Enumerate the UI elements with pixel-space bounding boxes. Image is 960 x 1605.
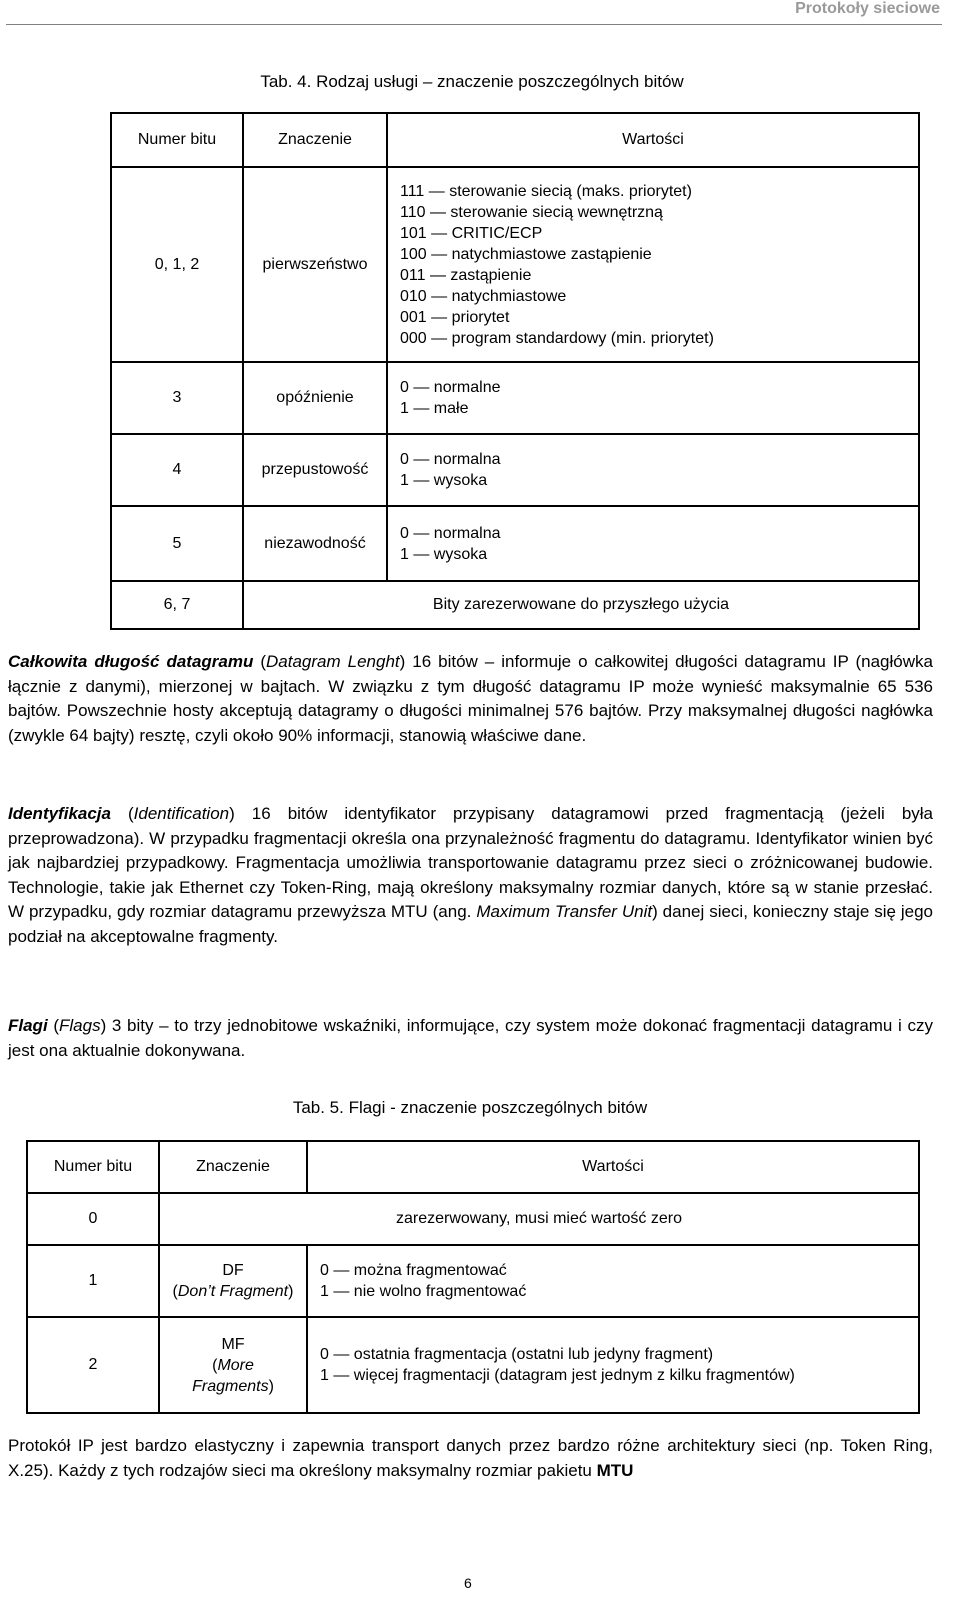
value-line: 1 — wysoka: [400, 472, 488, 489]
table4-cell-values: [387, 362, 919, 434]
table4-cell-bit: 4: [111, 434, 243, 506]
term-mtu: MTU: [596, 1460, 634, 1480]
table4-header-meaning: Znaczenie: [243, 113, 387, 167]
value-line: 0 — można fragmentować: [320, 1262, 507, 1279]
value-line: 1 — wysoka: [400, 545, 488, 563]
table4-caption: Tab. 4. Rodzaj usługi – znaczenie poszczególnych bitów: [260, 72, 684, 91]
value-line: 010 — natychmiastowe: [400, 287, 567, 305]
value-line: 1 — więcej fragmentacji (datagram jest jednym z kilku fragmentów): [320, 1367, 795, 1384]
value-line: 011 — zastąpienie: [400, 266, 532, 284]
term-flags-en: Flags: [59, 1016, 101, 1035]
table5-cell-reserved: zarezerwowany, musi mieć wartość zero: [159, 1193, 919, 1245]
table5-cell-values: [307, 1245, 919, 1317]
table4-cell-bit: 0, 1, 2: [111, 167, 243, 362]
table5-header-meaning: Znaczenie: [159, 1141, 307, 1193]
table4-header-row: [111, 113, 919, 167]
table5-cell-meaning: [159, 1245, 307, 1317]
paragraph-text: Protokół IP jest bardzo elastyczny i zapewnia transport danych przez bardzo różne architektury sieci (np. Token Ring, X.25). Każdy z tych rodzajów sieci ma określony maksymalny rozmiar pakietu: [8, 1436, 933, 1480]
value-line: 0 — normalna: [400, 451, 501, 468]
value-line: 0 — normalne: [400, 379, 501, 396]
table4-cell-meaning: pierwszeństwo: [243, 167, 387, 362]
value-line: 1 — nie wolno fragmentować: [320, 1283, 527, 1300]
table4-cell-meaning: przepustowość: [243, 434, 387, 506]
header-rule: [6, 24, 942, 25]
table5-cell-bit: 0: [27, 1193, 159, 1245]
paragraph-text: 3 bity – to trzy jednobitowe wskaźniki, informujące, czy system może dokonać fragmentacji datagramu i czy jest ona aktualnie dokonywana.: [8, 1016, 934, 1060]
term-mtu-en: Maximum Transfer Unit: [476, 902, 653, 922]
table5-cell-bit: 2: [27, 1317, 159, 1413]
paragraph-text: 16 bitów identyfikator przypisany datagramowi przed fragmentacją (jeżeli była przeprowadzona). W przypadku fragmentacji określa ona przynależność fragmentu do datagramu. Identyfikator winien być jak najbardziej przypadkowy. Fragmentacja umożliwia transportowanie datagramu przez sieci o zróżnicowanej budowie. Technologie, takie jak Ethernet czy Token-Ring, mają określony maksymalny rozmiar danych, które są w stanie przesłać. W przypadku, gdy rozmiar datagramu przewyższa MTU (ang.: [8, 804, 934, 922]
flag-name-en-text: More: [217, 1356, 254, 1374]
table-row: [27, 1317, 919, 1413]
paragraph-identification: Identyfikacja (Identification) 16 bitów identyfikator przypisany datagramowi przed fragmentacją (jeżeli była przeprowadzona). W przypadku fragmentacji określa ona przynależność fragmentu do datagramu. Identyfikator winien być jak najbardziej przypadkowy. Fragmentacja umożliwia transportowanie datagramu przez sieci o zróżnicowanej budowie. Technologie, takie jak Ethernet czy Token-Ring, mają określony maksymalny rozmiar danych, które są w stanie przesłać. W przypadku, gdy rozmiar datagramu przewyższa MTU (ang. Maximum Transfer Unit) danej sieci, konieczny staje się jego podział na akceptowalne fragmenty.: [8, 804, 934, 946]
table4-cell-bit: 5: [111, 506, 243, 581]
table5-header-bit: Numer bitu: [27, 1141, 159, 1193]
table-row: [111, 167, 919, 362]
table5-header-row: [27, 1141, 919, 1193]
table-row: [27, 1193, 919, 1245]
flag-name-en-text: Fragments: [192, 1377, 269, 1395]
value-line: 1 — małe: [400, 400, 469, 417]
table5: [26, 1140, 920, 1414]
table4-cell-meaning: opóźnienie: [243, 362, 387, 434]
table5-cell-bit: 1: [27, 1245, 159, 1317]
term-identification: Identyfikacja: [8, 804, 111, 823]
term-total-length-en: Datagram Lenght: [266, 652, 400, 671]
value-line: 110 — sterowanie siecią wewnętrzną: [400, 203, 663, 221]
flag-name-en: (More: [212, 1356, 254, 1374]
table5-header-values: Wartości: [307, 1141, 919, 1193]
table5-cell-values: [307, 1317, 919, 1413]
table-row: [111, 506, 919, 581]
flag-abbr: DF: [222, 1262, 244, 1279]
paragraph-text: ) danej sieci, konieczny staje się jego podział na akceptowalne fragmenty.: [8, 902, 933, 946]
value-line: 111 — sterowanie siecią (maks. priorytet): [400, 182, 692, 200]
paragraph-total-length: Całkowita długość datagramu (Datagram Lenght) 16 bitów – informuje o całkowitej długości datagramu IP (nagłówka łącznie z danymi), mierzonej w bajtach. W związku z tym długość datagramu IP może wynieść maksymalnie 65 536 bajtów. Powszechnie hosty akceptują datagramy o długości minimalnej 576 bajtów. Przy maksymalnej długości nagłówka (zwykle 64 bajty) resztę, czyli około 90% informacji, stanowią właściwe dane.: [8, 652, 933, 745]
table-row: [27, 1245, 919, 1317]
table4-header-bit: Numer bitu: [111, 113, 243, 167]
table5-cell-meaning: [159, 1317, 307, 1413]
table5-caption: Tab. 5. Flagi - znaczenie poszczególnych bitów: [292, 1098, 648, 1117]
term-identification-en: Identification: [133, 804, 230, 823]
running-header: Protokoły sieciowe: [795, 0, 940, 17]
flag-name-en: Fragments): [192, 1377, 274, 1395]
value-line: 0 — ostatnia fragmentacja (ostatni lub jedyny fragment): [320, 1346, 714, 1363]
table4: [110, 112, 920, 630]
table4-cell-meaning: niezawodność: [243, 506, 387, 581]
flag-abbr: MF: [221, 1335, 245, 1353]
term-flags: Flagi: [8, 1016, 48, 1035]
paragraph-ip-flexibility: [8, 1434, 933, 1483]
table4-header-values: Wartości: [387, 113, 919, 167]
value-line: 000 — program standardowy (min. priorytet): [400, 329, 714, 347]
term-total-length: Całkowita długość datagramu: [8, 652, 254, 671]
table4-cell-bit: 6, 7: [111, 581, 243, 629]
paragraph-flags: Flagi (Flags) 3 bity – to trzy jednobitowe wskaźniki, informujące, czy system może dokonać fragmentacji datagramu i czy jest ona aktualnie dokonywana.: [8, 1016, 934, 1060]
value-line: 0 — normalna: [400, 524, 501, 542]
table4-cell-values: [387, 506, 919, 581]
table4-cell-values: [387, 434, 919, 506]
table-row: [111, 434, 919, 506]
table4-cell-reserved: Bity zarezerwowane do przyszłego użycia: [243, 581, 919, 629]
flag-name-en: (Don’t Fragment): [172, 1283, 294, 1300]
paragraph-text: 16 bitów – informuje o całkowitej długości datagramu IP (nagłówka łącznie z danymi), mierzonej w bajtach. W związku z tym długość datagramu IP może wynieść maksymalnie 65 536 bajtów. Powszechnie hosty akceptują datagramy o długości minimalnej 576 bajtów. Przy maksymalnej długości nagłówka (zwykle 64 bajty) resztę, czyli około 90% informacji, stanowią właściwe dane.: [8, 652, 933, 745]
table-row: [111, 362, 919, 434]
flag-name-en-text: Don’t Fragment: [177, 1283, 289, 1300]
table4-cell-values: [387, 167, 919, 362]
page-number: 6: [464, 1575, 472, 1591]
table-row: [111, 581, 919, 629]
value-line: 100 — natychmiastowe zastąpienie: [400, 245, 652, 263]
value-line: 001 — priorytet: [400, 308, 510, 326]
value-line: 101 — CRITIC/ECP: [400, 224, 543, 242]
table4-cell-bit: 3: [111, 362, 243, 434]
